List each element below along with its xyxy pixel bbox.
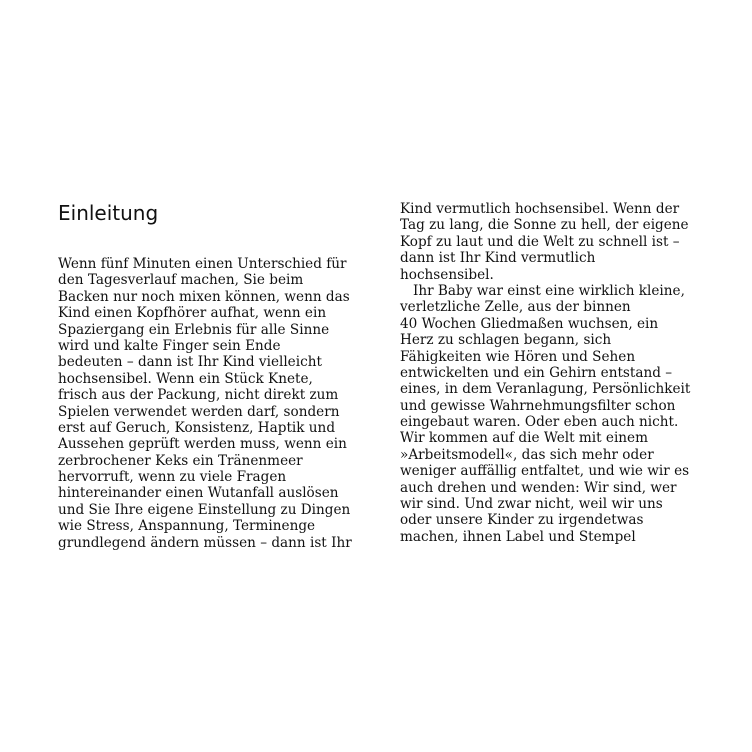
text-line: erst auf Geruch, Konsistenz, Haptik und: [58, 419, 336, 436]
text-line: Fähigkeiten wie Hören und Sehen: [400, 348, 636, 365]
text-line: 40 Wochen Gliedmaßen wuchsen, ein: [400, 315, 659, 332]
text-line: eingebaut waren. Oder eben auch nicht.: [400, 414, 679, 431]
text-line: weniger auffällig entfaltet, und wie wir es: [400, 463, 690, 480]
text-line: hochsensibel.: [400, 266, 494, 283]
text-line: zerbrochener Keks ein Tränenmeer: [58, 452, 303, 469]
text-line: Backen nur noch mixen können, wenn das: [58, 288, 350, 305]
text-line: verletzliche Zelle, aus der binnen: [400, 299, 631, 316]
text-line: Kind vermutlich hochsensibel. Wenn der: [400, 201, 680, 217]
text-line: machen, ihnen Label und Stempel: [400, 528, 636, 545]
text-line: oder unsere Kinder zu irgendetwas: [400, 512, 644, 529]
text-line: hervorruft, wenn zu viele Fragen: [58, 469, 287, 486]
text-line: wir sind. Und zwar nicht, weil wir uns: [400, 496, 663, 513]
chapter-heading: Einleitung: [58, 201, 159, 225]
text-line: und gewisse Wahrnehmungsfilter schon: [400, 397, 676, 414]
text-line: den Tagesverlauf machen, Sie beim: [58, 272, 304, 289]
text-line: hochsensibel. Wenn ein Stück Knete,: [58, 370, 313, 387]
text-line: Wir kommen auf die Welt mit einem: [400, 430, 648, 447]
text-line: grundlegend ändern müssen – dann ist Ihr: [58, 534, 352, 551]
text-line: wie Stress, Anspannung, Terminenge: [58, 518, 316, 535]
text-line: frisch aus der Packung, nicht direkt zum: [58, 387, 339, 404]
text-line: Kind einen Kopfhörer aufhat, wenn ein: [58, 305, 327, 322]
text-line: Spielen verwendet werden darf, sondern: [58, 403, 340, 420]
text-line: Tag zu lang, die Sonne zu hell, der eigene: [400, 217, 689, 234]
text-line: hintereinander einen Wutanfall auslösen: [58, 485, 339, 502]
text-column-right: [400, 201, 700, 545]
text-line: »Arbeitsmodell«, das sich mehr oder: [400, 446, 654, 463]
text-line: Aussehen geprüft werden muss, wenn ein: [58, 436, 347, 453]
text-line: und Sie Ihre eigene Einstellung zu Dingen: [58, 501, 351, 518]
text-line: Ihr Baby war einst eine wirklich kleine,: [400, 282, 685, 299]
text-column-left: [58, 256, 368, 551]
text-line: Wenn fünf Minuten einen Unterschied für: [58, 256, 347, 272]
text-line: Herz zu schlagen begann, sich: [400, 332, 612, 349]
text-line: Kopf zu laut und die Welt zu schnell ist –: [400, 233, 680, 250]
text-line: auch drehen und wenden: Wir sind, wer: [400, 479, 677, 496]
text-line: Spaziergang ein Erlebnis für alle Sinne: [58, 321, 330, 338]
text-line: entwickelten und ein Gehirn entstand –: [400, 364, 673, 381]
text-line: bedeuten – dann ist Ihr Kind vielleicht: [58, 354, 322, 371]
text-line: wird und kalte Finger sein Ende: [58, 337, 281, 354]
text-line: eines, in dem Veranlagung, Persönlichkeit: [400, 381, 691, 398]
text-line: dann ist Ihr Kind vermutlich: [400, 250, 596, 267]
